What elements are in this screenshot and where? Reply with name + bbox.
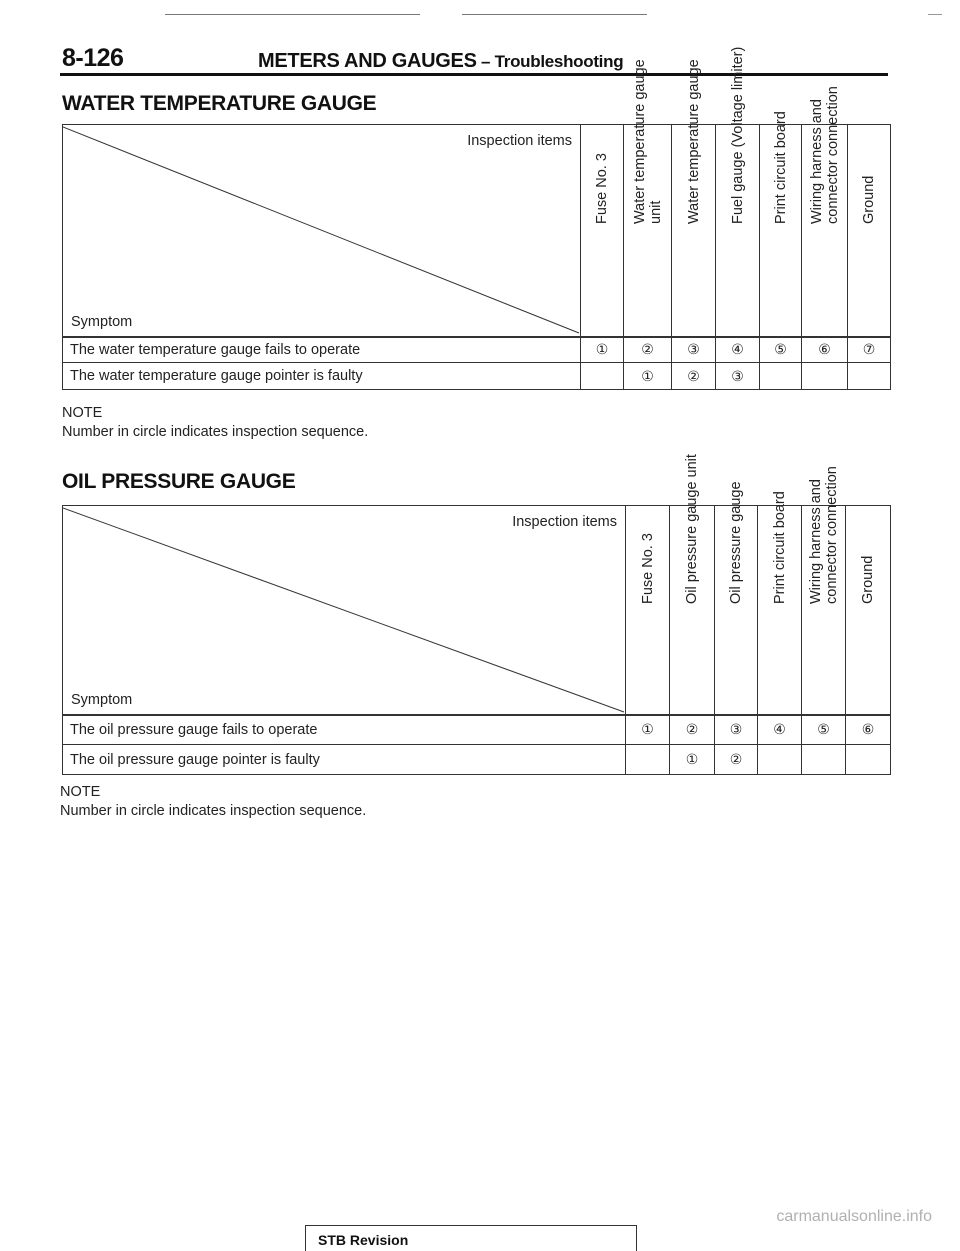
sequence-cell: ② — [624, 337, 672, 363]
table-row — [63, 363, 891, 390]
sequence-cell: ③ — [716, 363, 760, 390]
note-text: Number in circle indicates inspection sequence. — [62, 424, 369, 440]
symptom-cell: The water temperature gauge pointer is faulty — [63, 363, 581, 390]
note-title: NOTE — [62, 405, 103, 421]
table-row — [63, 715, 891, 745]
col-header-label: Print circuit board — [772, 111, 789, 225]
page-header-title — [258, 50, 623, 73]
table-row — [63, 745, 891, 775]
water-gauge-title: WATER TEMPERATURE GAUGE — [62, 92, 377, 115]
col-header-label: Fuse No. 3 — [639, 532, 656, 604]
header-rule — [60, 73, 888, 76]
col-header — [802, 86, 848, 337]
col-header — [846, 506, 891, 715]
symptom-label: Symptom — [71, 313, 133, 330]
note-text: Number in circle indicates inspection sequence. — [60, 803, 367, 819]
sequence-cell: ① — [670, 745, 715, 775]
symptom-label: Symptom — [71, 691, 133, 708]
sequence-cell: ③ — [672, 337, 716, 363]
sequence-cell: ⑥ — [802, 337, 848, 363]
col-header-label: Fuel gauge (Voltage limiter) — [729, 46, 746, 225]
sequence-cell — [760, 363, 802, 390]
col-header — [715, 481, 758, 715]
col-header — [848, 125, 891, 337]
sequence-cell: ⑤ — [802, 715, 846, 745]
col-header — [672, 59, 716, 337]
header-corner — [63, 506, 626, 715]
sequence-cell: ⑤ — [760, 337, 802, 363]
oil-gauge-table — [62, 453, 891, 775]
col-header — [760, 111, 802, 337]
section-title: METERS AND GAUGES — [258, 50, 477, 72]
col-header — [716, 46, 760, 337]
inspection-items-label: Inspection items — [512, 514, 617, 530]
sequence-cell — [848, 363, 891, 390]
top-rule — [165, 14, 420, 15]
sequence-cell: ② — [672, 363, 716, 390]
col-header-label: Wiring harness and connector connection — [808, 86, 841, 225]
sequence-cell: ⑥ — [846, 715, 891, 745]
col-header — [624, 59, 672, 337]
symptom-cell: The oil pressure gauge pointer is faulty — [63, 745, 626, 775]
col-header — [670, 453, 715, 715]
col-header-label: Print circuit board — [771, 490, 788, 604]
sequence-cell — [626, 745, 670, 775]
sequence-cell: ① — [624, 363, 672, 390]
oil-gauge-title: OIL PRESSURE GAUGE — [62, 470, 296, 493]
watermark: carmanualsonline.info — [776, 1208, 932, 1225]
sequence-cell — [846, 745, 891, 775]
col-header-label: Fuse No. 3 — [594, 153, 610, 225]
corner-diagonal — [63, 125, 581, 337]
sequence-cell — [802, 745, 846, 775]
water-gauge-note — [62, 404, 368, 442]
top-rule — [928, 14, 942, 15]
page-number: 8-126 — [62, 44, 124, 72]
col-header-label: Water temperature gauge unit — [631, 59, 664, 225]
top-rule — [462, 14, 647, 15]
sequence-cell — [581, 363, 624, 390]
sequence-cell: ① — [626, 715, 670, 745]
corner-diagonal — [63, 506, 626, 715]
footer-box — [305, 1225, 637, 1251]
col-header-label: Wiring harness and connector connection — [807, 465, 840, 604]
sequence-cell: ④ — [758, 715, 802, 745]
col-header-label: Oil pressure gauge unit — [684, 453, 700, 604]
col-header — [802, 465, 846, 715]
col-header-label: Oil pressure gauge — [728, 481, 744, 604]
sequence-cell — [758, 745, 802, 775]
sequence-cell: ④ — [716, 337, 760, 363]
col-header-label: Ground — [861, 175, 877, 225]
sequence-cell: ③ — [715, 715, 758, 745]
sequence-cell: ② — [670, 715, 715, 745]
sequence-cell — [802, 363, 848, 390]
col-header — [758, 490, 802, 715]
col-header-label: Water temperature gauge — [685, 59, 702, 225]
sequence-cell: ① — [581, 337, 624, 363]
sequence-cell: ② — [715, 745, 758, 775]
sequence-cell: ⑦ — [848, 337, 891, 363]
col-header — [626, 506, 670, 715]
symptom-cell: The oil pressure gauge fails to operate — [63, 715, 626, 745]
col-header-label: Ground — [860, 555, 876, 604]
section-subtitle: – Troubleshooting — [476, 52, 624, 71]
note-title: NOTE — [60, 784, 101, 800]
col-header — [581, 125, 624, 337]
inspection-items-label: Inspection items — [467, 133, 572, 149]
oil-gauge-note — [60, 783, 366, 821]
header-corner — [63, 125, 581, 337]
footer-label: STB Revision — [318, 1232, 409, 1248]
table-row — [63, 337, 891, 363]
symptom-cell: The water temperature gauge fails to operate — [63, 337, 581, 363]
